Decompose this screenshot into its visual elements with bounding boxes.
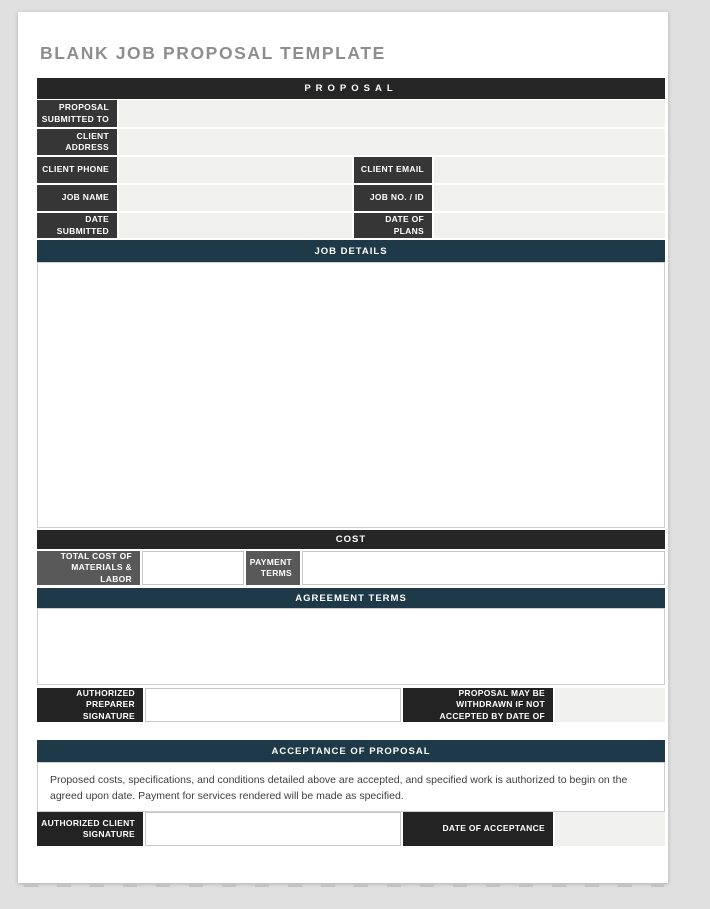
proposal-submitted-to-label: PROPOSAL SUBMITTED TO xyxy=(37,100,117,127)
agreement-terms-section-header: AGREEMENT TERMS xyxy=(37,588,665,608)
proposal-withdrawn-date-label: PROPOSAL MAY BE WITHDRAWN IF NOT ACCEPTED BY DATE OF xyxy=(403,688,553,722)
date-of-acceptance-label: DATE OF ACCEPTANCE xyxy=(403,812,553,846)
page-title: BLANK JOB PROPOSAL TEMPLATE xyxy=(40,43,386,63)
job-number-label: JOB NO. / ID xyxy=(354,185,432,211)
payment-terms-label: PAYMENT TERMS xyxy=(246,551,300,585)
client-email-label: CLIENT EMAIL xyxy=(354,157,432,183)
payment-terms-field[interactable] xyxy=(302,551,665,585)
date-submitted-label: DATE SUBMITTED xyxy=(37,213,117,238)
job-name-field[interactable] xyxy=(119,185,352,211)
cost-section-header: COST xyxy=(37,530,665,549)
date-of-plans-field[interactable] xyxy=(434,213,665,238)
date-of-acceptance-field[interactable] xyxy=(555,812,665,846)
job-details-field[interactable] xyxy=(37,262,665,528)
authorized-preparer-signature-field[interactable] xyxy=(145,688,401,722)
authorized-client-signature-field[interactable] xyxy=(145,812,401,846)
client-phone-label: CLIENT PHONE xyxy=(37,157,117,183)
authorized-client-signature-label: AUTHORIZED CLIENT SIGNATURE xyxy=(37,812,143,846)
date-submitted-field[interactable] xyxy=(119,213,352,238)
client-address-label: CLIENT ADDRESS xyxy=(37,129,117,155)
proposal-withdrawn-date-field[interactable] xyxy=(555,688,665,722)
client-email-field[interactable] xyxy=(434,157,665,183)
total-cost-label: TOTAL COST OF MATERIALS & LABOR xyxy=(37,551,140,585)
authorized-preparer-signature-label: AUTHORIZED PREPARER SIGNATURE xyxy=(37,688,143,722)
document-page xyxy=(18,12,668,883)
proposal-section-header: PROPOSAL xyxy=(37,78,665,99)
proposal-submitted-to-field[interactable] xyxy=(119,100,665,127)
total-cost-field[interactable] xyxy=(142,551,244,585)
client-phone-field[interactable] xyxy=(119,157,352,183)
job-details-section-header: JOB DETAILS xyxy=(37,240,665,262)
acceptance-terms-text: Proposed costs, specifications, and conditions detailed above are accepted, and specified work is authorized to begin on the agreed upon date. Payment for services rendered will be made as specified. xyxy=(37,762,665,812)
job-number-field[interactable] xyxy=(434,185,665,211)
job-name-label: JOB NAME xyxy=(37,185,117,211)
acceptance-section-header: ACCEPTANCE OF PROPOSAL xyxy=(37,740,665,762)
date-of-plans-label: DATE OF PLANS xyxy=(354,213,432,238)
page-break-dashes xyxy=(24,883,664,887)
client-address-field[interactable] xyxy=(119,129,665,155)
agreement-terms-field[interactable] xyxy=(37,608,665,685)
